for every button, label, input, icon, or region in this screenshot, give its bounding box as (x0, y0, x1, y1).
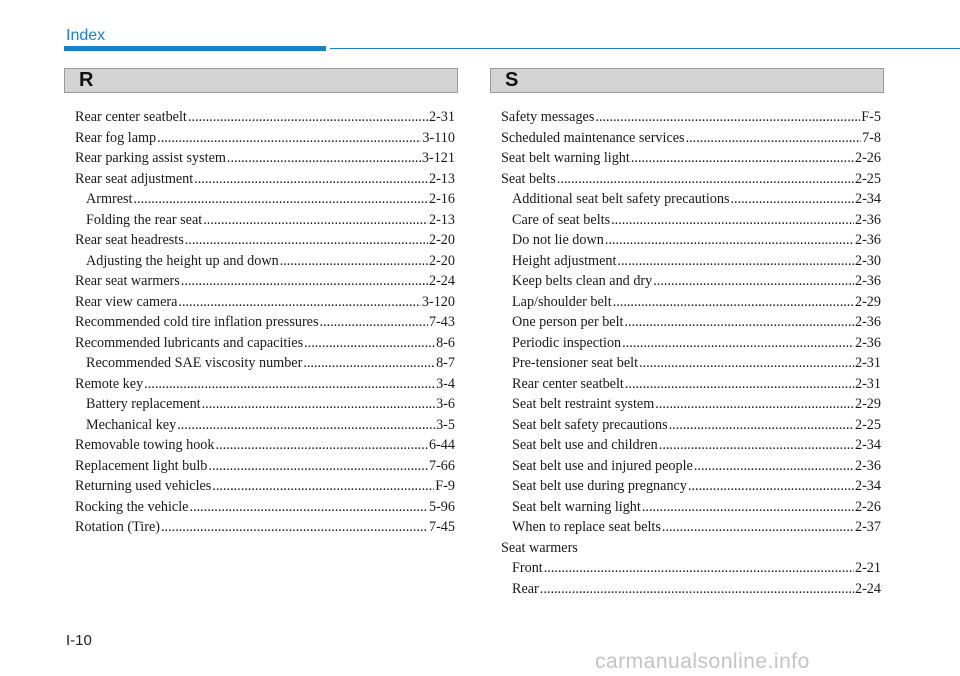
index-entry (501, 312, 881, 333)
entry-term: Seat belt safety precautions (512, 416, 668, 433)
dot-leader (134, 189, 428, 210)
dot-leader (157, 128, 421, 149)
dot-leader (208, 456, 428, 477)
entry-page-ref: F-9 (435, 478, 455, 494)
entry-term: Mechanical key (86, 416, 177, 433)
index-entry (75, 189, 455, 210)
dot-leader (613, 292, 854, 313)
entry-term: Returning used vehicles (75, 478, 212, 494)
index-entry (501, 497, 881, 518)
index-entry (501, 353, 881, 374)
entry-page-ref: 7-45 (428, 519, 455, 535)
index-entry (75, 333, 455, 354)
entry-term: Keep belts clean and dry (512, 273, 653, 289)
index-entry (501, 169, 881, 190)
entry-term: Rear center seatbelt (75, 109, 187, 125)
entry-term: Adjusting the height up and down (86, 252, 279, 269)
dot-leader (639, 353, 854, 374)
entry-page-ref: 3-4 (436, 375, 455, 392)
entry-page-ref: 2-21 (854, 560, 881, 576)
dot-leader (605, 230, 854, 251)
entry-term: Rear seat adjustment (75, 170, 194, 187)
entry-page-ref: 2-13 (428, 170, 455, 187)
entry-term: Replacement light bulb (75, 457, 208, 474)
index-entry (75, 415, 455, 436)
index-entry (501, 333, 881, 354)
index-entry (501, 210, 881, 231)
dot-leader (303, 353, 435, 374)
entry-page-ref: 3-110 (422, 129, 455, 146)
entry-term: Rear parking assist system (75, 150, 226, 166)
dot-leader (686, 128, 862, 149)
entry-term: Rear seat headrests (75, 232, 184, 248)
index-entry (75, 517, 455, 538)
entry-page-ref: 2-36 (854, 314, 881, 330)
entry-term: Seat belts (501, 170, 556, 187)
dot-leader (177, 415, 435, 436)
index-entry (75, 148, 455, 169)
dot-leader (161, 517, 428, 538)
index-entry (501, 374, 881, 395)
index-entry (75, 374, 455, 395)
index-column-r (75, 107, 455, 538)
entry-page-ref: 8-6 (436, 334, 455, 351)
index-entry (75, 456, 455, 477)
entry-term: Folding the rear seat (86, 211, 203, 228)
entry-page-ref: 2-36 (854, 334, 881, 351)
dot-leader (669, 415, 854, 436)
entry-page-ref: 5-96 (428, 498, 455, 515)
entry-term: Rear view camera (75, 293, 178, 310)
entry-term: Rocking the vehicle (75, 498, 189, 515)
dot-leader (595, 107, 860, 128)
index-entry (501, 415, 881, 436)
index-entry (75, 435, 455, 456)
dot-leader (557, 169, 854, 190)
entry-term: When to replace seat belts (512, 519, 661, 535)
index-entry (75, 271, 455, 292)
dot-leader (730, 189, 854, 210)
entry-page-ref: 2-13 (428, 211, 455, 228)
header-divider-rule (330, 48, 960, 49)
entry-term: Front (512, 560, 543, 576)
dot-leader (688, 476, 854, 497)
index-entry (75, 230, 455, 251)
entry-term: Seat belt warning light (501, 150, 630, 166)
index-entry (75, 476, 455, 497)
entry-page-ref: 2-25 (854, 416, 881, 433)
entry-term: Seat belt use and children (512, 437, 658, 453)
dot-leader (625, 374, 854, 395)
index-column-s (501, 107, 881, 599)
dot-leader (212, 476, 434, 497)
entry-term: Recommended SAE viscosity number (86, 355, 303, 371)
index-entry (501, 128, 881, 149)
entry-term: Seat belt use and injured people (512, 457, 693, 474)
entry-page-ref: 2-37 (854, 519, 881, 535)
dot-leader (189, 497, 428, 518)
entry-page-ref: F-5 (861, 109, 881, 125)
index-entry (501, 230, 881, 251)
entry-page-ref: 3-6 (436, 396, 455, 412)
entry-term: Seat belt warning light (512, 498, 641, 515)
entry-page-ref: 2-31 (854, 355, 881, 371)
dot-leader (203, 210, 428, 231)
entry-page-ref: 2-31 (854, 375, 881, 392)
entry-term: Seat belt use during pregnancy (512, 478, 687, 494)
dot-leader (642, 497, 854, 518)
entry-page-ref: 8-7 (436, 355, 455, 371)
entry-page-ref: 7-43 (428, 314, 455, 330)
dot-leader (625, 312, 854, 333)
index-entry (75, 169, 455, 190)
entry-page-ref: 2-34 (854, 437, 881, 453)
entry-page-ref: 3-5 (436, 416, 455, 433)
dot-leader (653, 271, 854, 292)
entry-term: Recommended lubricants and capacities (75, 334, 304, 351)
entry-term: Seat belt restraint system (512, 396, 655, 412)
entry-page-ref: 2-29 (854, 293, 881, 310)
entry-page-ref: 2-16 (428, 191, 455, 207)
dot-leader (144, 374, 435, 395)
index-entry (75, 394, 455, 415)
entry-page-ref: 2-24 (428, 273, 455, 289)
entry-page-ref: 7-8 (862, 129, 881, 146)
dot-leader (694, 456, 854, 477)
index-entry (501, 517, 881, 538)
dot-leader (280, 251, 428, 272)
dot-leader (216, 435, 428, 456)
entry-term: Pre-tensioner seat belt (512, 355, 639, 371)
dot-leader (655, 394, 854, 415)
index-entry (501, 456, 881, 477)
entry-page-ref: 2-36 (854, 232, 881, 248)
index-entry (501, 476, 881, 497)
index-entry (75, 312, 455, 333)
dot-leader (659, 435, 854, 456)
index-entry (501, 148, 881, 169)
header-accent-rule (64, 46, 326, 51)
dot-leader (185, 230, 428, 251)
entry-page-ref: 2-31 (428, 109, 455, 125)
entry-term: Battery replacement (86, 396, 201, 412)
entry-page-ref: 2-26 (854, 498, 881, 515)
index-entry (501, 579, 881, 600)
dot-leader (202, 394, 435, 415)
dot-leader (662, 517, 854, 538)
entry-page-ref: 7-66 (428, 457, 455, 474)
dot-leader (194, 169, 428, 190)
index-entry (75, 251, 455, 272)
entry-term: Remote key (75, 375, 144, 392)
index-entry (501, 251, 881, 272)
entry-page-ref: 2-34 (854, 191, 881, 207)
entry-page-ref: 2-34 (854, 478, 881, 494)
dot-leader (617, 251, 854, 272)
entry-page-ref: 2-20 (428, 252, 455, 269)
entry-page-ref: 2-30 (854, 252, 881, 269)
index-entry (75, 107, 455, 128)
entry-page-ref: 2-26 (854, 150, 881, 166)
entry-page-ref: 2-29 (854, 396, 881, 412)
entry-term: Safety messages (501, 109, 595, 125)
entry-page-ref: 6-44 (428, 437, 455, 453)
index-entry (75, 210, 455, 231)
entry-term: Rear seat warmers (75, 273, 180, 289)
entry-page-ref: 2-36 (854, 457, 881, 474)
entry-term: Removable towing hook (75, 437, 215, 453)
page-title: Index (66, 27, 106, 44)
entry-term: Lap/shoulder belt (512, 293, 612, 310)
index-entry (75, 353, 455, 374)
index-entry (75, 497, 455, 518)
index-entry (75, 128, 455, 149)
index-entry (501, 292, 881, 313)
dot-leader (178, 292, 420, 313)
index-entry (501, 538, 881, 559)
entry-term: Rear fog lamp (75, 129, 157, 146)
entry-page-ref: 2-25 (854, 170, 881, 187)
entry-term: Do not lie down (512, 232, 604, 248)
entry-term: Care of seat belts (512, 211, 611, 228)
entry-page-ref: 2-24 (854, 580, 881, 597)
entry-page-ref: 2-36 (854, 211, 881, 228)
entry-term: Additional seat belt safety precautions (512, 191, 730, 207)
entry-term: Rear (512, 580, 539, 597)
dot-leader (188, 107, 428, 128)
watermark: carmanualsonline.info (595, 650, 810, 673)
entry-term: Rear center seatbelt (512, 375, 624, 392)
entry-page-ref: 3-120 (421, 293, 455, 310)
section-header-s: S (490, 68, 884, 93)
entry-term: Rotation (Tire) (75, 519, 160, 535)
index-entry (501, 394, 881, 415)
section-header-r: R (64, 68, 458, 93)
index-entry (501, 435, 881, 456)
entry-term: Periodic inspection (512, 334, 622, 351)
dot-leader (319, 312, 428, 333)
dot-leader (181, 271, 428, 292)
dot-leader (631, 148, 854, 169)
index-entry (501, 189, 881, 210)
entry-term: Recommended cold tire inflation pressures (75, 314, 319, 330)
entry-term: Armrest (86, 191, 133, 207)
dot-leader (227, 148, 421, 169)
entry-term: Height adjustment (512, 252, 617, 269)
index-entry (501, 558, 881, 579)
entry-term: One person per belt (512, 314, 624, 330)
dot-leader (304, 333, 435, 354)
dot-leader (544, 558, 854, 579)
dot-leader (622, 333, 854, 354)
entry-page-ref: 2-20 (428, 232, 455, 248)
index-entry (501, 107, 881, 128)
index-entry (75, 292, 455, 313)
entry-term: Scheduled maintenance services (501, 129, 685, 146)
dot-leader (540, 579, 854, 600)
page-number: I-10 (66, 632, 92, 649)
entry-page-ref: 3-121 (421, 150, 455, 166)
dot-leader (611, 210, 854, 231)
entry-page-ref: 2-36 (854, 273, 881, 289)
entry-term: Seat warmers (501, 539, 578, 556)
index-entry (501, 271, 881, 292)
